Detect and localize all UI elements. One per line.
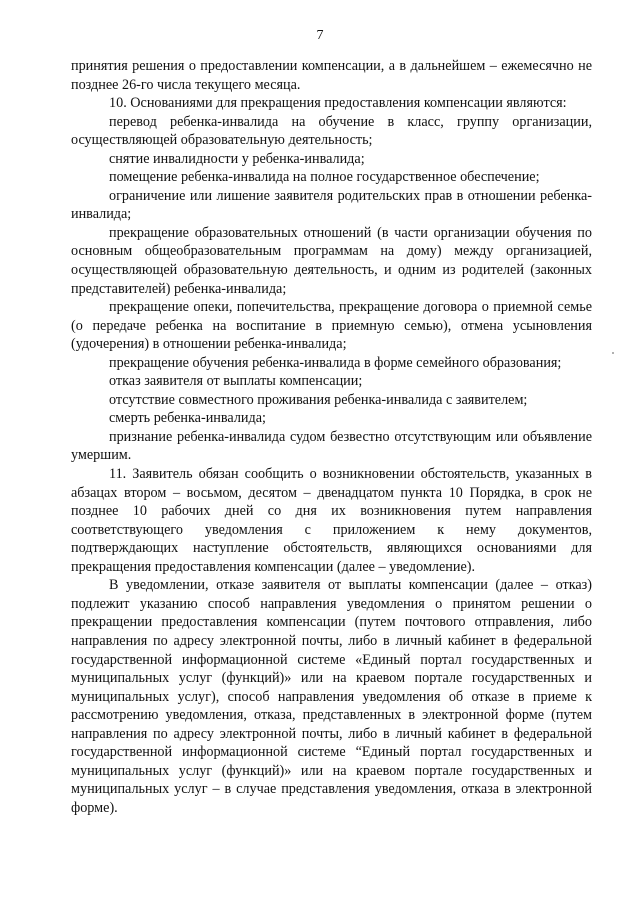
paragraph: прекращение обучения ребенка-инвалида в форме семейного образования; — [109, 354, 562, 371]
paragraph: 11. Заявитель обязан сообщить о возникновении обстоятельств, указанных в абзацах втором – восьмом, десятом – двенадцатом пункта 10 Порядка, в срок не позднее 10 рабочих дней со дня их возникновения путем направления соответствующего уведомления с приложением к нему документов, подтверждающих наступление обстоятельств, являющихся основаниями для прекращения предоставления компенсации (далее – уведомление). — [71, 466, 592, 575]
paragraph: признание ребенка-инвалида судом безвестно отсутствующим или объявление умершим. — [71, 428, 592, 464]
paragraph: принятия решения о предоставлении компенсации, а в дальнейшем – ежемесячно не позднее 26-го числа текущего месяца. — [71, 58, 592, 93]
paragraph: снятие инвалидности у ребенка-инвалида; — [109, 150, 365, 167]
paragraph: отказ заявителя от выплаты компенсации; — [109, 373, 363, 390]
document-body — [71, 57, 592, 817]
paragraph: смерть ребенка-инвалида; — [109, 410, 266, 427]
paragraph: отсутствие совместного проживания ребенка-инвалида с заявителем; — [109, 391, 528, 408]
paragraph: помещение ребенка-инвалида на полное государственное обеспечение; — [109, 169, 540, 186]
paragraph: прекращение образовательных отношений (в части организации обучения по основным общеобразовательным программам на дому) между организацией, осуществляющей образовательную деятельность, и одним из родителей (законных представителей) ребенка-инвалида; — [71, 224, 592, 297]
scan-speck — [612, 352, 614, 354]
paragraph: ограничение или лишение заявителя родительских прав в отношении ребенка-инвалида; — [71, 187, 592, 223]
paragraph: перевод ребенка-инвалида на обучение в класс, группу организации, осуществляющей образовательную деятельность; — [71, 113, 592, 149]
paragraph: 10. Основаниями для прекращения предоставления компенсации являются: — [109, 95, 567, 112]
page-number: 7 — [316, 28, 324, 43]
paragraph: прекращение опеки, попечительства, прекращение договора о приемной семье (о передаче ребенка на воспитание в приемную семью), отмена усыновления (удочерения) в отношении ребенка-инвалида; — [71, 299, 592, 353]
paragraph: В уведомлении, отказе заявителя от выплаты компенсации (далее – отказ) подлежит указанию способ направления уведомления о принятом решении о прекращении предоставления компенсации (путем почтового отправления, либо направления по адресу электронной почты, либо в личный кабинет в федеральной государственной информационной системе «Единый портал государственных и муниципальных услуг (функций)» или на краевом портале государственных и муниципальных услуг), способ направления уведомления об отказе в приеме к рассмотрению уведомления, отказа, представленных в электронной форме (путем направления по адресу электронной почты, либо в личный кабинет в федеральной государственной информационной системе “Единый портал государственных и муниципальных услуг (функций)» или на краевом портале государственных и муниципальных услуг – в случае представления уведомления, отказа в электронной форме). — [71, 577, 592, 816]
